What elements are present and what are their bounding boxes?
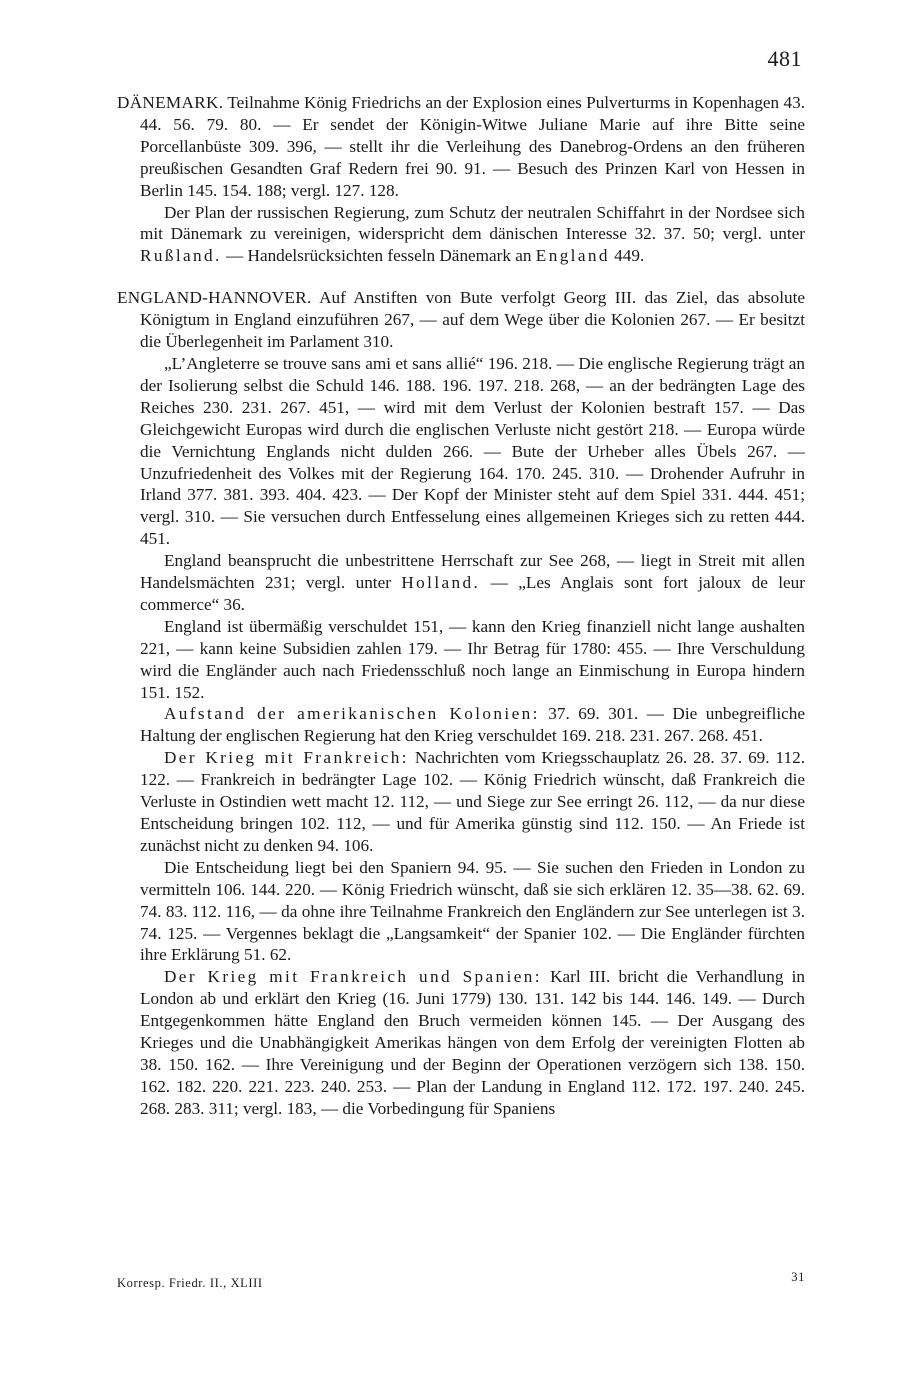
entry-heading: ENGLAND-HANNOVER. [117, 288, 312, 308]
subheading: Der Krieg mit Frankreich und Spanien: [164, 967, 542, 987]
paragraph-text: — „Les Anglais sont fort jaloux de leur commerce“ 36. [140, 573, 805, 614]
entry-paragraph [117, 202, 805, 268]
entry-daenemark [117, 92, 805, 267]
footer-sheet-number: 31 [791, 1270, 805, 1284]
cross-reference: England [535, 246, 610, 266]
paragraph-text: Die Entscheidung liegt bei den Spaniern 94. 95. — Sie suchen den Frieden in London zu vermitteln 106. 144. 220. — König Friedrich wünscht, daß sie sich erklären 12. 35—38. 62. 69. 74. 83. 112. 116, — da ohne ihre Teilnahme Frankreich den Engländern zur See unterlegen ist 3. 74. 125. — Vergennes beklagt die „Langsamkeit“ der Spanier 102. — Die Engländer fürchten ihre Erklärung 51. 62. [140, 857, 805, 965]
page-body [117, 92, 805, 1120]
paragraph-text: „L’Angleterre se trouve sans ami et sans allié“ 196. 218. — Die englische Regierung trägt an der Isolierung selbst die Schuld 146. 188. 196. 197. 218. 268, — an der bedrängten Lage des Reiches 230. 231. 267. 451, — wird mit dem Verlust der Kolonien bestraft 157. — Das Gleichgewicht Europas wird durch die englischen Verluste nicht gestört 218. — Europa würde die Vernichtung Englands nicht dulden 266. — Bute der Urheber alles Übels 267. — Unzufriedenheit des Volkes mit der Regierung 164. 170. 245. 310. — Drohender Aufruhr in Irland 377. 381. 393. 404. 423. — Der Kopf der Minister steht auf dem Spiel 331. 444. 451; vergl. 310. — Sie versuchen durch Entfesselung eines allgemeinen Krieges sich zu retten 444. 451. [140, 353, 805, 549]
entry-paragraph [117, 287, 805, 353]
paragraph-text: 449. [609, 246, 645, 266]
paragraph-text: Der Plan der russischen Regierung, zum Schutz der neutralen Schiffahrt in der Nordsee sich mit Dänemark zu vereinigen, widerspricht dem dänischen Interesse 32. 37. 50; vergl. unter [140, 202, 805, 244]
paragraph-text: — Handelsrücksichten fesseln Dänemark an [221, 246, 536, 266]
subheading: Der Krieg mit Frankreich: [164, 748, 409, 768]
paragraph-text: 37. 69. 301. — Die unbegreifliche Haltung der englischen Regierung hat den Krieg verschuldet 169. 218. 231. 267. 268. 451. [140, 704, 805, 746]
entry-paragraph [117, 747, 805, 857]
paragraph-text: Auf Anstiften von Bute verfolgt Georg III. das Ziel, das absolute Königtum in England einzuführen 267, — auf dem Wege über die Kolonien 267. — Er besitzt die Überlegenheit im Parlament 310. [140, 288, 805, 352]
entry-paragraph [117, 353, 805, 550]
paragraph-text: Teilnahme König Friedrichs an der Explosion eines Pulverturms in Kopenhagen 43. 44. 56. 79. 80. — Er sendet der Königin-Witwe Juliane Marie auf ihre Bitte seine Porcellanbüste 309. 396, — stellt ihr die Verleihung des Danebrog-Ordens an den früheren preußischen Gesandten Graf Redern frei 90. 91. — Besuch des Prinzen Karl von Hessen in Berlin 145. 154. 188; vergl. 127. 128. [140, 93, 805, 200]
page-number: 481 [767, 46, 802, 71]
entry-paragraph [117, 857, 805, 967]
subheading: Aufstand der amerikanischen Kolonien: [164, 704, 540, 724]
entry-paragraph [117, 703, 805, 747]
paragraph-text: Nachrichten vom Kriegsschauplatz 26. 28. 37. 69. 112. 122. — Frankreich in bedrängter Lage 102. — König Friedrich wünscht, daß Frankreich die Verluste in Ostindien wett macht 12. 112, — und Siege zur See erringt 26. 112, — da nur diese Entscheidung bringen 102. 112, — und für Amerika günstig sind 112. 150. — An Friede ist zunächst nicht zu denken 94. 106. [140, 748, 805, 855]
entry-heading: DÄNEMARK. [117, 93, 224, 112]
entry-paragraph [117, 966, 805, 1119]
cross-reference: Holland. [401, 573, 481, 593]
entry-paragraph [117, 616, 805, 704]
footer-signature: Korresp. Friedr. II., XLIII [117, 1276, 263, 1290]
cross-reference: Rußland. [140, 246, 222, 266]
paragraph-text: England beansprucht die unbestrittene Herrschaft zur See 268, — liegt in Streit mit allen Handelsmächten 231; vergl. unter [140, 551, 805, 593]
entry-england-hannover [117, 287, 805, 1119]
paragraph-text: Karl III. bricht die Verhandlung in London ab und erklärt den Krieg (16. Juni 1779) 130. 131. 142 bis 144. 146. 149. — Durch Entgegenkommen hätte England den Bruch vermeiden können 145. — Der Ausgang des Krieges und die Unabhängigkeit Amerikas hängen von dem Erfolg der vereinigten Flotten ab 38. 150. 162. — Ihre Vereinigung und der Beginn der Operationen verzögern sich 138. 150. 162. 182. 220. 221. 223. 240. 253. — Plan der Landung in England 112. 172. 197. 240. 245. 268. 283. 311; vergl. 183, — die Vorbedingung für Spaniens [140, 967, 805, 1118]
entry-paragraph [117, 92, 805, 202]
paragraph-text: England ist übermäßig verschuldet 151, — kann den Krieg finanziell nicht lange aushalten 221, — kann keine Subsidien zahlen 179. — Ihr Betrag für 1780: 455. — Ihre Verschuldung wird die Engländer auch nach Friedensschluß noch lange an Einmischung in Europa hindern 151. 152. [140, 616, 805, 702]
entry-paragraph [117, 550, 805, 616]
